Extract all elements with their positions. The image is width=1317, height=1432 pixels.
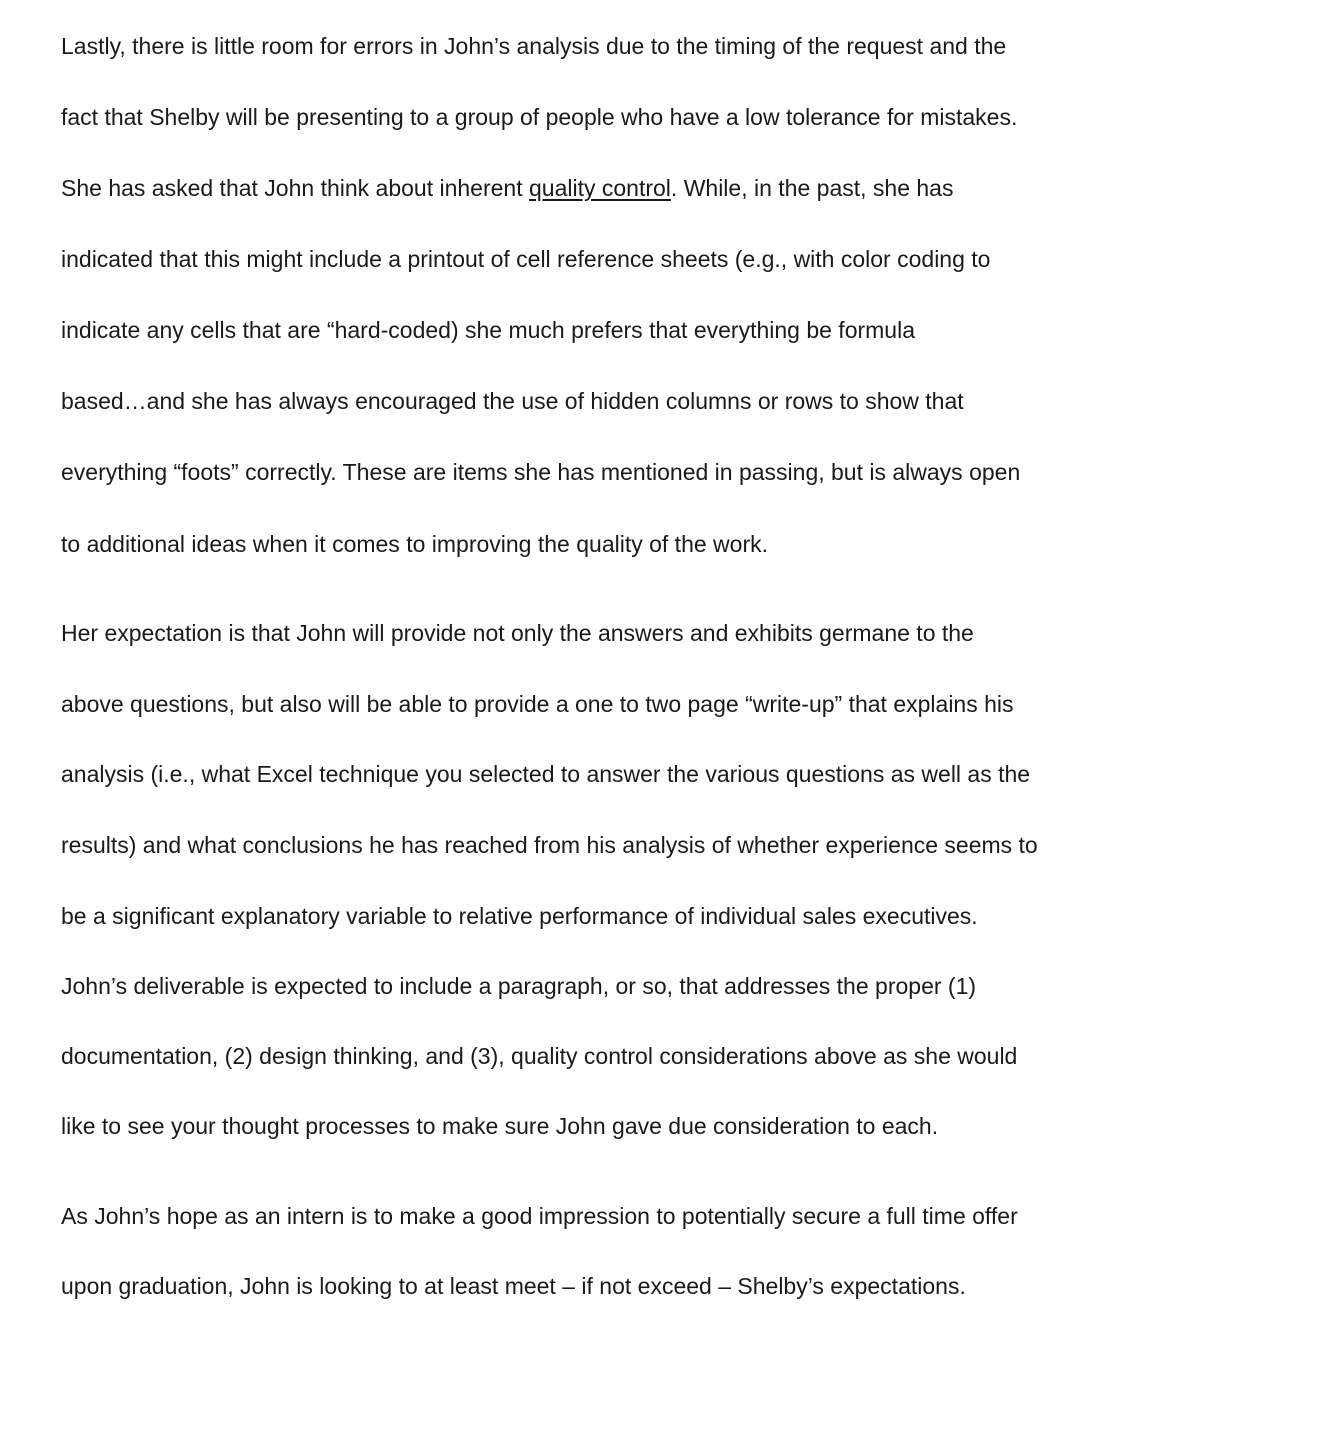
underlined-term: quality control — [529, 175, 671, 201]
text-line: to additional ideas when it comes to improving the quality of the work. — [61, 531, 768, 557]
text-segment: She has asked that John think about inherent — [61, 175, 529, 201]
text-line: be a significant explanatory variable to relative performance of individual sales executives. — [61, 903, 978, 929]
text-line — [61, 173, 953, 203]
text-line: everything “foots” correctly. These are items she has mentioned in passing, but is always open — [61, 459, 1021, 485]
text-line: John’s deliverable is expected to include a paragraph, or so, that addresses the proper (1) — [61, 973, 977, 999]
text-line: upon graduation, John is looking to at least meet – if not exceed – Shelby’s expectations. — [61, 1273, 966, 1299]
text-line: As John’s hope as an intern is to make a good impression to potentially secure a full time offer — [61, 1203, 1018, 1229]
text-line: above questions, but also will be able to provide a one to two page “write-up” that explains his — [61, 691, 1014, 717]
text-line: indicated that this might include a printout of cell reference sheets (e.g., with color coding to — [61, 246, 991, 272]
text-line: results) and what conclusions he has reached from his analysis of whether experience seems to — [61, 832, 1038, 858]
text-line: based…and she has always encouraged the use of hidden columns or rows to show that — [61, 388, 964, 414]
text-line: Lastly, there is little room for errors in John’s analysis due to the timing of the request and the — [61, 33, 1007, 59]
text-line: indicate any cells that are “hard-coded) she much prefers that everything be formula — [61, 317, 915, 343]
text-line: analysis (i.e., what Excel technique you selected to answer the various questions as well as the — [61, 761, 1031, 787]
text-segment: . While, in the past, she has — [670, 175, 954, 201]
text-line: Her expectation is that John will provide not only the answers and exhibits germane to the — [61, 620, 974, 646]
text-line: like to see your thought processes to make sure John gave due consideration to each. — [61, 1113, 939, 1139]
text-line: documentation, (2) design thinking, and (3), quality control considerations above as she would — [61, 1043, 1018, 1069]
text-line: fact that Shelby will be presenting to a group of people who have a low tolerance for mistakes. — [61, 104, 1018, 130]
